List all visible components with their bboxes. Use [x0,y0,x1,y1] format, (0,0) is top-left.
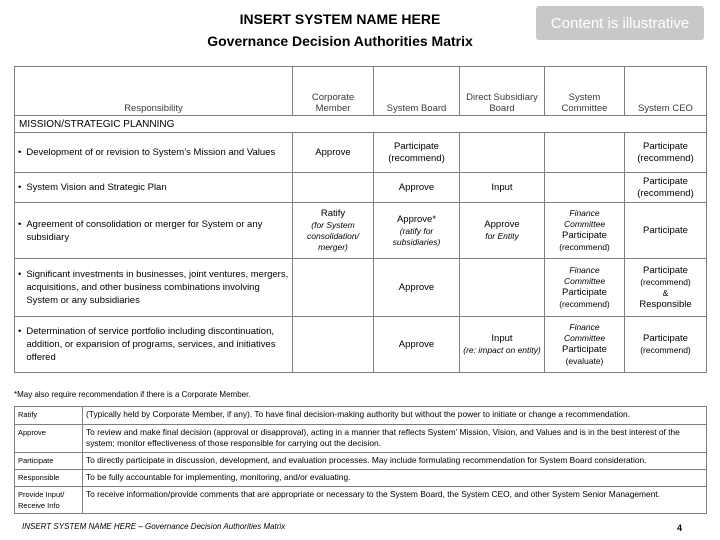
system-board-cell: Approve* (ratify for subsidiaries) [374,203,460,259]
definition-row [15,453,707,470]
direct-subsidiary-cell [460,259,545,317]
responsibility-text: Agreement of consolidation or merger for System or any subsidiary [26,218,263,243]
table-row [15,203,707,259]
section-title: MISSION/STRATEGIC PLANNING [15,116,707,133]
responsibility-cell: • Determination of service portfolio including discontinuation, addition, or expansion of programs, services, and initiatives offered [15,317,293,373]
title-line-1: INSERT SYSTEM NAME HERE [239,11,441,27]
document-title [150,8,530,52]
system-board-cell: Approve [374,173,460,203]
direct-subsidiary-cell: Approve for Entity [460,203,545,259]
responsibility-cell: • System Vision and Strategic Plan [15,173,293,203]
responsibility-cell: • Development of or revision to System’s Mission and Values [15,133,293,173]
responsibility-cell: • Agreement of consolidation or merger for System or any subsidiary [15,203,293,259]
system-ceo-cell: Participate (recommend) & Responsible [625,259,707,317]
definition-term: Responsible [15,470,83,487]
system-board-cell: Participate (recommend) [374,133,460,173]
direct-subsidiary-cell: Input (re: impact on entity) [460,317,545,373]
definition-term: Approve [15,425,83,453]
system-board-cell: Approve [374,317,460,373]
page-number: 4 [677,523,683,533]
illustrative-badge: Content is illustrative [536,6,704,40]
definition-text: To directly participate in discussion, development, and evaluation processes. May include formulating recommendation for System Board consideration. [83,453,707,470]
corporate-member-cell: Approve [293,133,374,173]
system-ceo-cell: Participate [625,203,707,259]
responsibility-text: Significant investments in businesses, joint ventures, mergers, acquisitions, and other business combinations involving System or any subsidiaries [26,269,289,306]
system-committee-cell: Finance Committee Participate (recommend) [545,259,625,317]
system-committee-cell [545,133,625,173]
col-system-board: System Board [374,67,460,116]
col-direct-subsidiary-board: Direct Subsidiary Board [460,67,545,116]
table-row [15,259,707,317]
responsibility-text: Determination of service portfolio including discontinuation, addition, or expansion of programs, services, and initiatives offered [26,326,276,363]
decision-matrix [14,66,707,373]
system-committee-cell: Finance Committee Participate (evaluate) [545,317,625,373]
corporate-member-cell [293,259,374,317]
table-row [15,317,707,373]
table-row [15,133,707,173]
responsibility-text: System Vision and Strategic Plan [26,182,167,193]
corporate-member-cell [293,317,374,373]
responsibility-cell: • Significant investments in businesses, joint ventures, mergers, acquisitions, and other business combinations involving System or any subsidiaries [15,259,293,317]
definition-text: To review and make final decision (approval or disapproval), acting in a manner that reflects System’ Mission, Vision, and Values and is in the best interest of the system; monitor effectiveness of those responsible for carrying out the decision. [83,425,707,453]
direct-subsidiary-cell: Input [460,173,545,203]
matrix-header-row [15,67,707,116]
definition-text: To be fully accountable for implementing, monitoring, and/or evaluating. [83,470,707,487]
system-ceo-cell: Participate (recommend) [625,317,707,373]
system-ceo-cell: Participate (recommend) [625,133,707,173]
definition-term: Participate [15,453,83,470]
definition-text: (Typically held by Corporate Member, if any). To have final decision-making authority but without the power to initiate or change a recommendation. [83,407,707,425]
title-line-2: Governance Decision Authorities Matrix [207,33,473,49]
definition-text: To receive information/provide comments that are appropriate or necessary to the System Board, the System CEO, and other System Senior Management. [83,487,707,514]
footnote: *May also require recommendation if there is a Corporate Member. [14,390,251,399]
col-system-ceo: System CEO [625,67,707,116]
corporate-member-cell: Ratify (for System consolidation/ merger) [293,203,374,259]
definitions-table [14,406,707,514]
definition-row [15,425,707,453]
table-row [15,173,707,203]
definition-term: Provide Input/ Receive Info [15,487,83,514]
system-committee-cell [545,173,625,203]
system-ceo-cell: Participate (recommend) [625,173,707,203]
system-board-cell: Approve [374,259,460,317]
col-corporate-member: Corporate Member [293,67,374,116]
responsibility-text: Development of or revision to System’s Mission and Values [26,147,276,158]
footer-text: INSERT SYSTEM NAME HERE – Governance Decision Authorities Matrix [22,522,286,531]
system-committee-cell: Finance Committee Participate (recommend) [545,203,625,259]
definition-row [15,470,707,487]
corporate-member-cell [293,173,374,203]
definition-term: Ratify [15,407,83,425]
direct-subsidiary-cell [460,133,545,173]
definition-row [15,407,707,425]
section-row [15,116,707,133]
definition-row [15,487,707,514]
col-responsibility: Responsibility [15,67,293,116]
col-system-committee: System Committee [545,67,625,116]
